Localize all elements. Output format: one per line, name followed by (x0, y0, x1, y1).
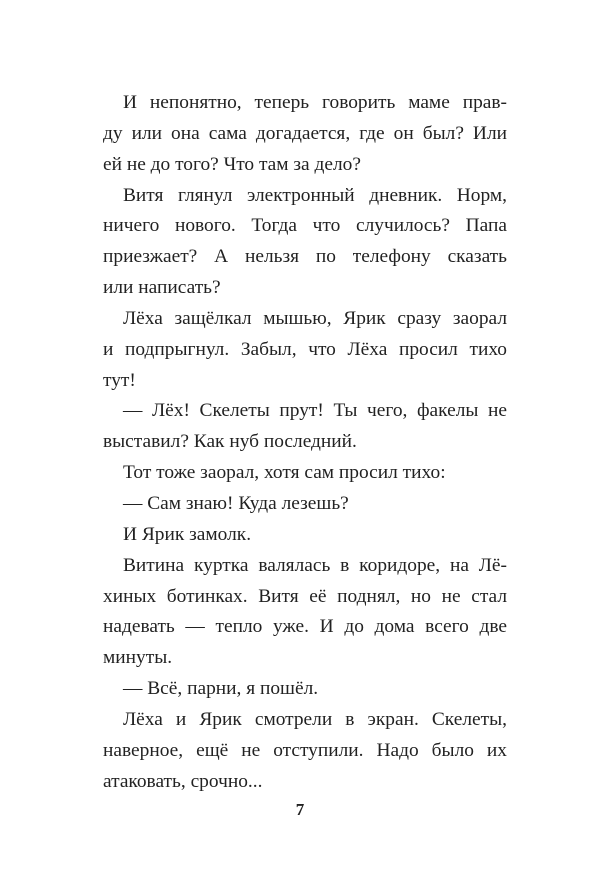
text-line: ничего нового. Тогда что случилось? Папа (103, 215, 507, 237)
text-line: И Ярик замолк. (123, 523, 252, 545)
text-line: тут! (103, 369, 136, 391)
text-line: — Всё, парни, я пошёл. (123, 678, 319, 700)
text-line: хиных ботинках. Витя её поднял, но не стал (103, 585, 507, 607)
text-line: или написать? (103, 277, 221, 299)
text-line: и подпрыгнул. Забыл, что Лёха просил тихо (103, 338, 507, 360)
text-line: минуты. (103, 647, 173, 669)
text-line: выставил? Как нуб последний. (103, 431, 357, 453)
text-line: — Лёх! Скелеты прут! Ты чего, факелы не (123, 400, 507, 422)
text-line: Тот тоже заорал, хотя сам просил тихо: (123, 462, 446, 484)
page-number: 7 (295, 800, 305, 819)
text-line: ей не до того? Что там за дело? (103, 153, 361, 175)
text-line: Витина куртка валялась в коридоре, на Лё- (123, 554, 507, 576)
text-line: Витя глянул электронный дневник. Норм, (123, 184, 507, 206)
body-text (103, 88, 507, 797)
text-line: наверное, ещё не отступили. Надо было их (103, 739, 507, 761)
text-line: И непонятно, теперь говорить маме прав- (123, 92, 507, 113)
text-line: приезжает? А нельзя по телефону сказать (103, 246, 507, 268)
text-line: — Сам знаю! Куда лезешь? (123, 492, 349, 514)
text-line: Лёха защёлкал мышью, Ярик сразу заорал (123, 307, 507, 329)
text-line: Лёха и Ярик смотрели в экран. Скелеты, (123, 708, 507, 730)
text-line: ду или она сама догадается, где он был? Или (103, 122, 507, 144)
text-line: атаковать, срочно... (103, 770, 263, 792)
text-line: надевать — тепло уже. И до дома всего две (103, 616, 507, 638)
